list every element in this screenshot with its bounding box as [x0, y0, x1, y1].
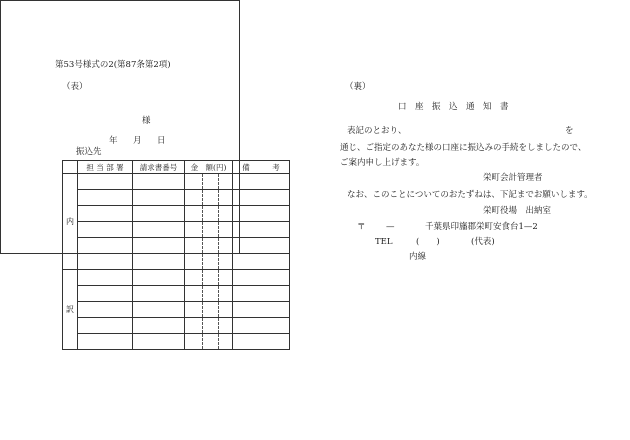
amount-cell [185, 318, 233, 334]
invoice-cell [133, 254, 185, 270]
official-name: 栄町会計管理者 [483, 173, 543, 183]
remarks-cell [233, 222, 290, 238]
date-year: 年 [109, 136, 118, 146]
remarks-cell [233, 238, 290, 254]
invoice-cell [133, 238, 185, 254]
table-row [63, 270, 290, 286]
dept-cell [78, 174, 133, 190]
table-row [63, 302, 290, 318]
invoice-cell [133, 334, 185, 350]
tel-main: (代表) [471, 237, 495, 247]
office-name: 栄町役場 出納室 [483, 206, 552, 216]
table-row [63, 286, 290, 302]
remarks-cell [233, 334, 290, 350]
amount-cell [185, 238, 233, 254]
detail-table [62, 160, 290, 350]
amount-cell [185, 206, 233, 222]
notice-title: 口 座 振 込 通 知 書 [398, 102, 509, 112]
invoice-cell [133, 190, 185, 206]
table-row [63, 206, 290, 222]
amount-cell [185, 254, 233, 270]
amount-cell [185, 270, 233, 286]
body-line2: 通じ、ご指定のあなた様の口座に振込みの手続をしましたので、 [340, 143, 587, 153]
column-header: 請求書番号 [133, 161, 185, 174]
body-line1-start: 表記のとおり、 [347, 126, 407, 136]
remarks-cell [233, 286, 290, 302]
column-header: 金 額(円) [185, 161, 233, 174]
column-header: 担 当 部 署 [78, 161, 133, 174]
body-line3: ご案内申し上げます。 [340, 158, 425, 168]
date-month: 月 [133, 136, 142, 146]
dept-cell [78, 238, 133, 254]
remarks-cell [233, 302, 290, 318]
remarks-cell [233, 174, 290, 190]
dept-cell [78, 302, 133, 318]
remarks-cell [233, 254, 290, 270]
row-label-header [63, 161, 78, 174]
date-day: 日 [157, 136, 166, 146]
invoice-cell [133, 206, 185, 222]
table-header-row [63, 161, 290, 174]
amount-cell [185, 302, 233, 318]
invoice-cell [133, 270, 185, 286]
dept-cell [78, 270, 133, 286]
table-row [63, 254, 290, 270]
dept-cell [78, 206, 133, 222]
table-row [63, 222, 290, 238]
amount-cell [185, 190, 233, 206]
amount-cell [185, 222, 233, 238]
table-row [63, 334, 290, 350]
dept-cell [78, 254, 133, 270]
inquiry-text: なお、このことについてのおたずねは、下記までお願いします。 [347, 190, 593, 200]
back-section-label: （裏） [345, 82, 371, 92]
row-label-top: 内 [66, 217, 74, 226]
dept-cell [78, 318, 133, 334]
remarks-cell [233, 318, 290, 334]
amount-cell [185, 334, 233, 350]
extension-label: 内線 [409, 252, 427, 262]
table-row [63, 238, 290, 254]
row-label-top-cell [63, 174, 78, 270]
form-number: 第53号様式の2(第87条第2項) [55, 60, 171, 70]
row-label-bottom-cell [63, 270, 78, 350]
front-section-label: （表） [62, 82, 88, 92]
dept-cell [78, 222, 133, 238]
invoice-cell [133, 222, 185, 238]
amount-cell [185, 286, 233, 302]
dept-cell [78, 190, 133, 206]
amount-cell [185, 174, 233, 190]
invoice-cell [133, 174, 185, 190]
remarks-cell [233, 270, 290, 286]
dept-cell [78, 334, 133, 350]
row-label-bottom: 訳 [66, 305, 74, 314]
postal-mark: 〒 [357, 222, 366, 232]
column-header: 備 考 [233, 161, 290, 174]
table-row [63, 174, 290, 190]
remarks-cell [233, 190, 290, 206]
payee-label: 振込先 [76, 147, 102, 157]
invoice-cell [133, 286, 185, 302]
invoice-cell [133, 302, 185, 318]
dept-cell [78, 286, 133, 302]
honorific: 様 [142, 116, 151, 126]
postal-dash: — [386, 222, 395, 232]
invoice-cell [133, 318, 185, 334]
tel-label: TEL [375, 237, 393, 247]
remarks-cell [233, 206, 290, 222]
table-row [63, 190, 290, 206]
body-line1-end: を [565, 126, 574, 136]
address: 千葉県印旛郡栄町安食台1—2 [425, 222, 538, 232]
table-row [63, 318, 290, 334]
tel-area-code: ( ) [416, 237, 440, 247]
